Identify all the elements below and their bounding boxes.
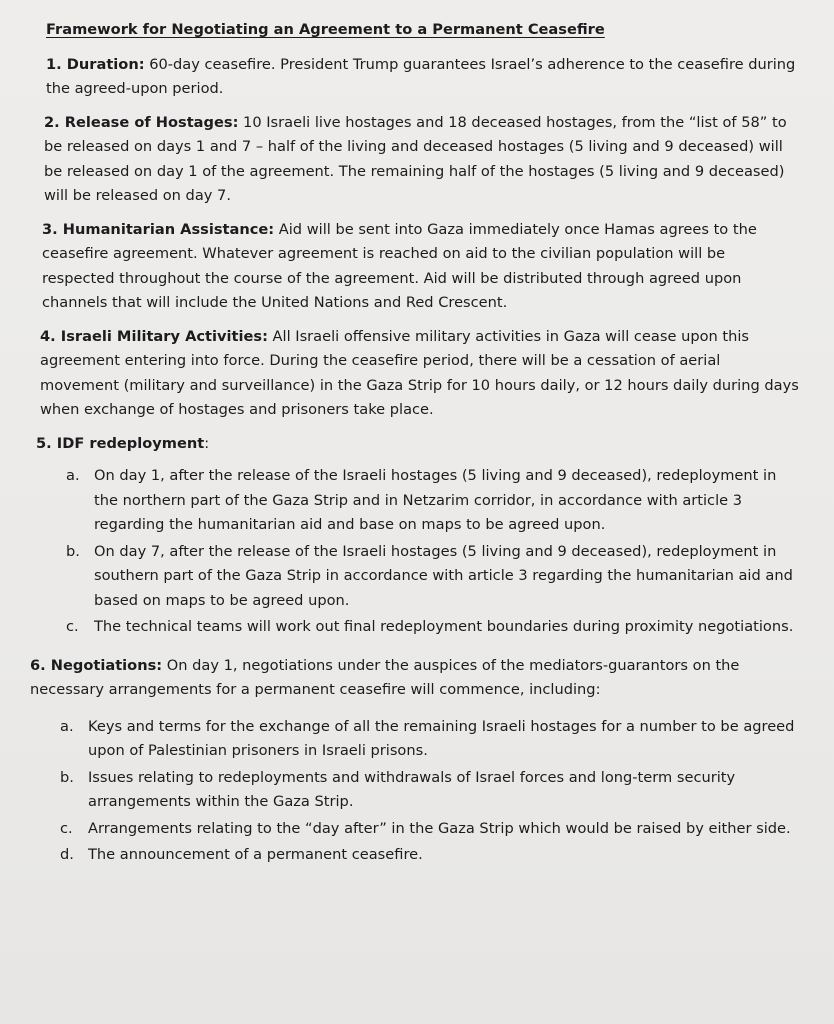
section-text: On day 1, negotiations under the auspices of the mediators-guarantors on the necessary arrangements for a permanent ceasefire will commence, including:: [30, 656, 740, 698]
section-idf-redeployment: [36, 432, 800, 640]
section-heading: 6. Negotiations:: [30, 656, 163, 674]
list-item: [60, 843, 800, 868]
section-israeli-military-activities: [40, 325, 800, 423]
section-text: Aid will be sent into Gaza immediately once Hamas agrees to the ceasefire agreement. Whatever agreement is reached on aid to the civilian population will be respected throughout the course of the agreement. Aid will be distributed through agreed upon channels that will include the United Nations and Red Crescent.: [42, 220, 757, 311]
section-heading: 2. Release of Hostages:: [44, 113, 239, 131]
list-item: [66, 464, 800, 538]
section-humanitarian-assistance: [42, 218, 800, 316]
list-item: [66, 540, 800, 614]
section-heading: 3. Humanitarian Assistance:: [42, 220, 275, 238]
section-duration: [46, 53, 800, 102]
list-item-text: Arrangements relating to the “day after” in the Gaza Strip which would be raised by either side.: [88, 819, 791, 837]
list-item-text: Issues relating to redeployments and withdrawals of Israel forces and long-term security arrangements within the Gaza Strip.: [88, 768, 736, 810]
negotiations-list: [60, 715, 800, 868]
section-text: 10 Israeli live hostages and 18 deceased hostages, from the “list of 58” to be released on days 1 and 7 – half of the living and deceased hostages (5 living and 9 deceased) will be released on day 1 of the agreement. The remaining half of the hostages (5 living and 9 deceased) will be released on day 7.: [44, 113, 787, 204]
list-item-text: On day 1, after the release of the Israeli hostages (5 living and 9 deceased), redeployment in the northern part of the Gaza Strip and in Netzarim corridor, in accordance with article 3 regarding the humanitarian aid and base on maps to be agreed upon.: [94, 467, 777, 533]
section-release-of-hostages: [44, 111, 800, 209]
list-marker: c.: [60, 819, 73, 837]
section-text: All Israeli offensive military activities in Gaza will cease upon this agreement entering into force. During the ceasefire period, there will be a cessation of aerial movement (military and surveillance) in the Gaza Strip for 10 hours daily, or 12 hours daily during days when exchange of hostages and prisoners take place.: [40, 327, 799, 418]
section-heading: 1. Duration:: [46, 55, 145, 73]
section-text: 60-day ceasefire. President Trump guarantees Israel’s adherence to the ceasefire during the agreed-upon period.: [46, 55, 796, 97]
list-item-text: On day 7, after the release of the Israeli hostages (5 living and 9 deceased), redeployment in southern part of the Gaza Strip in accordance with article 3 regarding the humanitarian aid and based on maps to be agreed upon.: [94, 542, 793, 609]
list-item: [66, 615, 800, 640]
list-item-text: Keys and terms for the exchange of all the remaining Israeli hostages for a number to be agreed upon of Palestinian prisoners in Israeli prisons.: [88, 717, 795, 759]
list-marker: a.: [60, 717, 74, 735]
list-item-text: The announcement of a permanent ceasefire.: [88, 846, 423, 863]
list-item: [60, 715, 800, 764]
list-item: [60, 817, 800, 842]
section-heading: 5. IDF redeployment: [36, 434, 205, 452]
list-marker: d.: [60, 846, 74, 863]
list-marker: b.: [66, 542, 80, 560]
section-negotiations: [30, 654, 800, 868]
redeployment-list: [66, 464, 800, 640]
document-title: Framework for Negotiating an Agreement to a Permanent Ceasefire: [46, 21, 605, 38]
list-item-text: The technical teams will work out final redeployment boundaries during proximity negotiations.: [94, 618, 794, 635]
list-item: [60, 766, 800, 815]
section-heading: 4. Israeli Military Activities:: [40, 327, 268, 345]
list-marker: c.: [66, 618, 79, 635]
list-marker: b.: [60, 768, 74, 786]
section-text: :: [204, 434, 210, 452]
list-marker: a.: [66, 467, 80, 484]
